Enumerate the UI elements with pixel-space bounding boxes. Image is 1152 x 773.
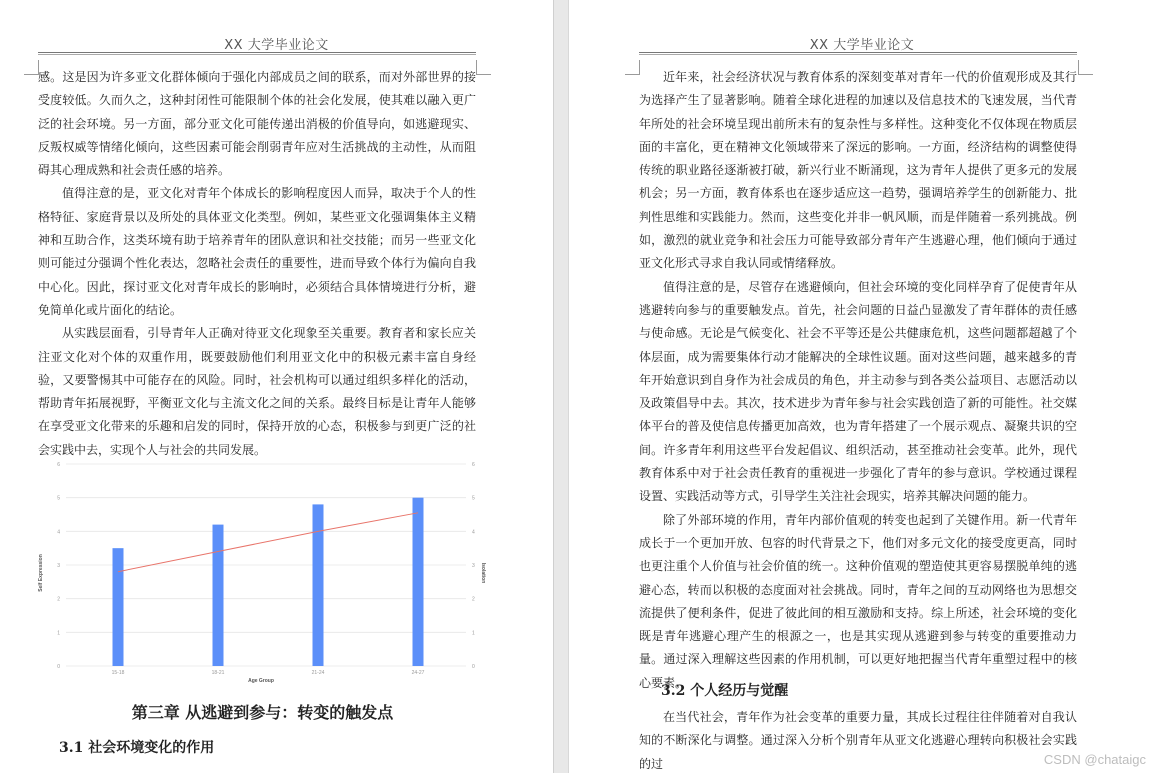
- watermark: CSDN @chataigc: [1043, 752, 1146, 767]
- y-tick-label-left: 6: [57, 462, 60, 468]
- document-page-left: [0, 0, 553, 773]
- y-axis-label-left: Self Expression: [38, 554, 44, 592]
- y-tick-label-left: 5: [57, 495, 60, 502]
- body-text-block: [639, 706, 1077, 773]
- embedded-bar-chart: [36, 458, 486, 688]
- paragraph: 感。这是因为许多亚文化群体倾向于强化内部成员之间的联系，而对外部世界的接受度较低。久而久之，这种封闭性可能限制个体的社会化发展，使其难以融入更广泛的社会环境。另一方面，部分亚文化可能传递出消极的价值导向，如逃避现实、反叛权威等情绪化倾向，这些因素可能会削弱青年应对生活挑战的主动性，从而阻碍其心理成熟和社会责任感的培养。: [38, 70, 476, 178]
- paragraph: 值得注意的是，尽管存在逃避倾向，但社会环境的变化同样孕育了促使青年从逃避转向参与的重要触发点。首先，社会问题的日益凸显激发了青年群体的责任感与使命感。无论是气候变化、社会不平等还是公共健康危机，这些问题都超越了个体层面，成为需要集体行动才能解决的全球性议题。面对这些问题，越来越多的青年开始意识到自身作为社会成员的角色，并主动参与到各类公益项目、志愿活动以及政策倡导中去。其次，技术进步为青年参与社会实践创造了新的可能性。社交媒体平台的普及使信息传播更加高效，也为青年搭建了一个展示观点、凝聚共识的空间。许多青年利用这些平台发起倡议、组织活动，甚至推动社会变革。此外，现代教育体系中对于社会责任教育的重视进一步强化了青年的参与意识。学校通过课程设置、实践活动等方式，引导学生关注社会现实，培养其解决问题的能力。: [639, 279, 1077, 504]
- chart-line-series: [118, 513, 418, 572]
- margin-corner-mark: [476, 60, 491, 75]
- body-text-block: [38, 66, 476, 462]
- page-header-title: XX 大学毕业论文: [809, 38, 915, 53]
- section-title: 3.2 个人经历与觉醒: [661, 683, 789, 699]
- chart-bar: [213, 525, 224, 666]
- header-rule-secondary: [38, 54, 476, 55]
- y-tick-label-right: 5: [472, 495, 475, 502]
- page-header-title: XX 大学毕业论文: [224, 38, 329, 53]
- chart-bars: [113, 498, 424, 666]
- paragraph: 除了外部环境的作用，青年内部价值观的转变也起到了关键作用。新一代青年成长于一个更加开放、包容的时代背景之下，他们对多元文化的接受度更高，同时也更注重个人价值与社会价值的统一。这种价值观的塑造使其更容易摆脱单纯的逃避心态，转而以积极的态度面对社会挑战。同时，青年之间的互动网络也为思想交流提供了便利条件，促进了彼此间的相互激励和支持。综上所述，社会环境的变化既是青年逃避心理产生的根源之一，也是其实现从逃避到参与转变的重要推动力量。通过深入理解这些因素的作用机制，可以更好地把握当代青年重塑过程中的核心要素。: [639, 512, 1077, 690]
- paragraph: 值得注意的是，亚文化对青年个体成长的影响程度因人而异，取决于个人的性格特征、家庭背景以及所处的具体亚文化类型。例如，某些亚文化强调集体主义精神和互助合作，这类环境有助于培养青年的团队意识和社交技能；而另一些亚文化则可能过分强调个性化表达，忽略社会责任的重要性，进而导致个体行为偏向自我中心化。因此，探讨亚文化对青年成长的影响时，必须结合具体情境进行分析，避免简单化或片面化的结论。: [38, 186, 476, 317]
- paragraph: 从实践层面看，引导青年人正确对待亚文化现象至关重要。教育者和家长应关注亚文化对个体的双重作用，既要鼓励他们利用亚文化中的积极元素丰富自身经验，又要警惕其中可能存在的风险。同时，社会机构可以通过组织多样化的活动，帮助青年拓展视野，平衡亚文化与主流文化之间的关系。最终目标是让青年人能够在享受亚文化带来的乐趣和启发的同时，保持开放的心态，积极参与到更广泛的社会实践中去，实现个人与社会的共同发展。: [38, 326, 476, 457]
- y-tick-label-left: 4: [57, 529, 60, 536]
- x-tick-label: 18-21: [211, 670, 225, 676]
- y-axis-label-right: Isolation: [480, 562, 486, 584]
- chart-gridlines: [66, 464, 466, 666]
- margin-corner-mark: [24, 60, 39, 75]
- header-rule: [639, 52, 1077, 53]
- margin-corner-mark: [1078, 60, 1093, 75]
- y-tick-label-left: 2: [57, 596, 60, 603]
- body-text-block: [639, 66, 1077, 695]
- page-gutter: [553, 0, 569, 773]
- x-tick-label: 21-24: [311, 670, 325, 676]
- document-page-right: [569, 0, 1152, 773]
- paragraph: 在当代社会，青年作为社会变革的重要力量，其成长过程往往伴随着对自我认知的不断深化与调整。通过深入分析个别青年从亚文化逃避心理转向积极社会实践的过: [639, 710, 1077, 771]
- header-rule-secondary: [639, 54, 1077, 55]
- y-tick-label-right: 4: [472, 529, 475, 536]
- x-axis-label: Age Group: [248, 678, 274, 684]
- y-tick-label-right: 0: [472, 664, 475, 670]
- y-tick-label-right: 1: [472, 630, 475, 637]
- chart-trend-line: [118, 513, 418, 572]
- y-tick-label-left: 0: [57, 664, 60, 670]
- chart-bar: [413, 498, 424, 666]
- x-tick-label: 24-27: [411, 670, 425, 676]
- y-tick-label-right: 3: [472, 563, 475, 569]
- chapter-title: 第三章 从逃避到参与：转变的触发点: [131, 703, 394, 722]
- y-tick-label-left: 1: [57, 630, 60, 637]
- header-rule: [38, 52, 476, 53]
- y-tick-label-right: 6: [472, 462, 475, 468]
- chart-bar: [113, 548, 124, 666]
- margin-corner-mark: [625, 60, 640, 75]
- x-tick-label: 15-18: [111, 670, 125, 676]
- y-tick-label-right: 2: [472, 596, 475, 603]
- section-title: 3.1 社会环境变化的作用: [59, 740, 215, 756]
- y-tick-label-left: 3: [57, 563, 60, 569]
- chart-bar: [313, 504, 324, 666]
- paragraph: 近年来，社会经济状况与教育体系的深刻变革对青年一代的价值观形成及其行为选择产生了显著影响。随着全球化进程的加速以及信息技术的飞速发展，当代青年所处的社会环境呈现出前所未有的复杂性与多样性。这种变化不仅体现在物质层面的丰富化，更在精神文化领域带来了深远的影响。一方面，经济结构的调整使得传统的职业路径逐渐被打破，新兴行业不断涌现，这为青年人提供了更多元的发展机会；另一方面，教育体系也在逐步适应这一趋势，强调培养学生的创新能力、批判性思维和实践能力。然而，这些变化并非一帆风顺，而是伴随着一系列挑战。例如，激烈的就业竞争和社会压力可能导致部分青年产生逃避心理，他们倾向于通过亚文化形式寻求自我认同或情绪释放。: [639, 70, 1077, 271]
